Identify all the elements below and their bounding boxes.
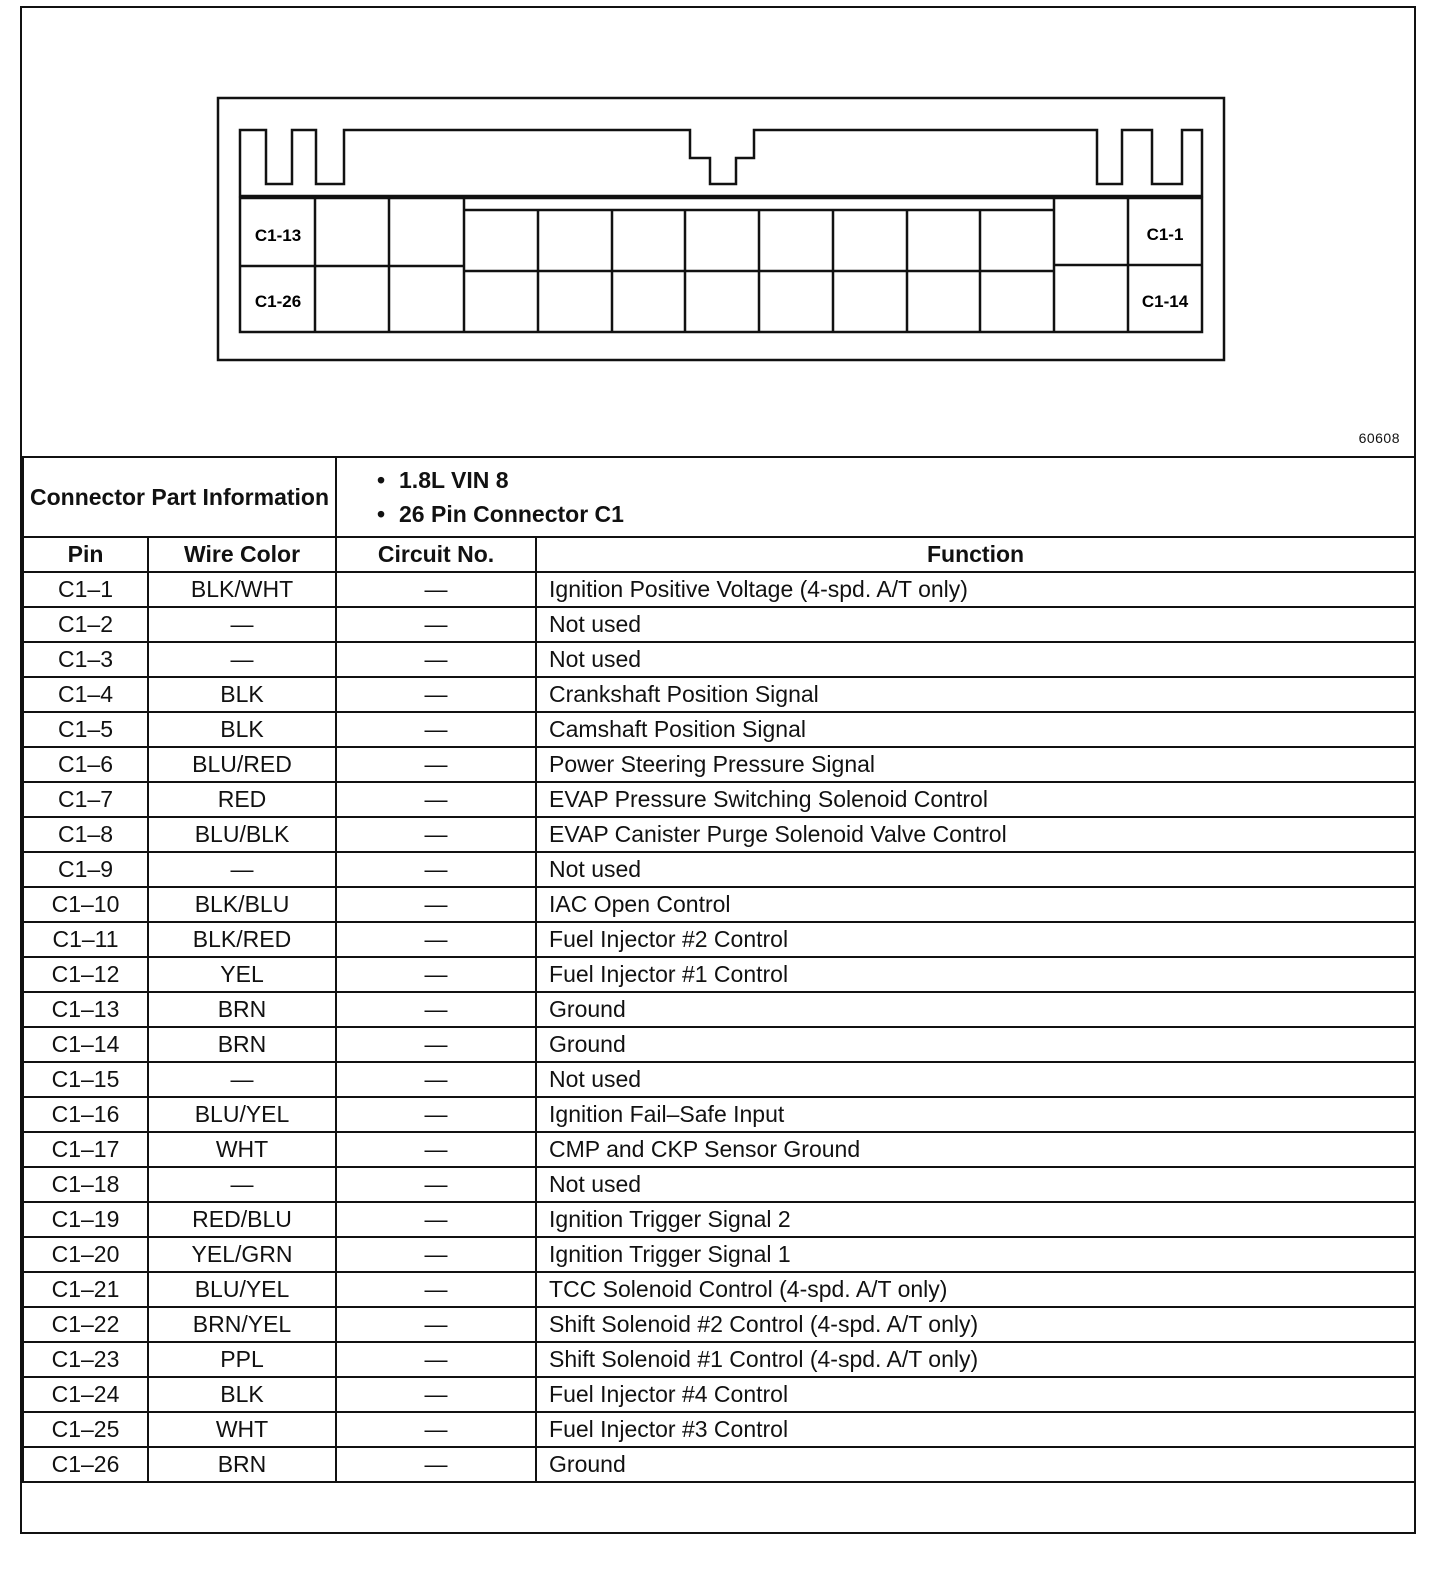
pin-cell: C1–19 [23,1202,148,1237]
table-row [23,1097,1415,1132]
wire-color-cell: BLU/YEL [148,1097,336,1132]
circuit-no-cell: — [336,887,536,922]
connector-drawing-area [22,8,1414,456]
pin-cell: C1–23 [23,1342,148,1377]
bullet-icon: • [377,467,386,493]
label-pin-c1-1: C1-1 [1146,225,1184,244]
function-cell: Ignition Positive Voltage (4-spd. A/T only) [536,572,1415,607]
table-row [23,1307,1415,1342]
wire-color-cell: RED/BLU [148,1202,336,1237]
wire-color-cell: BLK/BLU [148,887,336,922]
wire-color-cell: — [148,642,336,677]
function-cell: TCC Solenoid Control (4-spd. A/T only) [536,1272,1415,1307]
circuit-no-cell: — [336,747,536,782]
circuit-no-cell: — [336,1307,536,1342]
table-row [23,607,1415,642]
wire-color-cell: — [148,1167,336,1202]
pin-cell: C1–22 [23,1307,148,1342]
header-function: Function [536,537,1415,572]
wire-color-cell: BLK [148,1377,336,1412]
bullet-icon: • [377,501,386,527]
pin-cell: C1–18 [23,1167,148,1202]
circuit-no-cell: — [336,1342,536,1377]
pin-cell: C1–4 [23,677,148,712]
connector-info-item [377,463,1414,497]
pin-cell: C1–13 [23,992,148,1027]
pin-cell: C1–14 [23,1027,148,1062]
wire-color-cell: YEL/GRN [148,1237,336,1272]
table-row [23,642,1415,677]
circuit-no-cell: — [336,992,536,1027]
function-cell: Ignition Trigger Signal 2 [536,1202,1415,1237]
table-row [23,852,1415,887]
wire-color-cell: — [148,607,336,642]
pin-cell: C1–17 [23,1132,148,1167]
connector-face-diagram [22,8,1414,456]
circuit-no-cell: — [336,607,536,642]
table-row [23,887,1415,922]
pin-cell: C1–16 [23,1097,148,1132]
connector-info-list [336,457,1415,537]
table-row [23,1132,1415,1167]
table-row [23,1412,1415,1447]
function-cell: EVAP Pressure Switching Solenoid Control [536,782,1415,817]
wire-color-cell: BRN [148,992,336,1027]
function-cell: Ignition Fail–Safe Input [536,1097,1415,1132]
pin-cell: C1–1 [23,572,148,607]
circuit-no-cell: — [336,782,536,817]
connector-info-text: 1.8L VIN 8 [399,467,509,493]
wire-color-cell: BRN [148,1447,336,1482]
wire-color-cell: BLK [148,712,336,747]
wire-color-cell: PPL [148,1342,336,1377]
label-pin-c1-26: C1-26 [254,292,302,311]
wire-color-cell: BRN/YEL [148,1307,336,1342]
table-row [23,957,1415,992]
connector-info-row [23,457,1415,537]
pin-cell: C1–10 [23,887,148,922]
circuit-no-cell: — [336,1237,536,1272]
wire-color-cell: — [148,1062,336,1097]
table-row [23,1377,1415,1412]
circuit-no-cell: — [336,1027,536,1062]
table-row [23,1447,1415,1482]
circuit-no-cell: — [336,957,536,992]
table-row [23,817,1415,852]
table-row [23,712,1415,747]
function-cell: Not used [536,1167,1415,1202]
circuit-no-cell: — [336,1202,536,1237]
wire-color-cell: BLU/BLK [148,817,336,852]
circuit-no-cell: — [336,1272,536,1307]
function-cell: Fuel Injector #4 Control [536,1377,1415,1412]
circuit-no-cell: — [336,817,536,852]
pin-cavity-grid [240,198,1202,332]
pin-cell: C1–24 [23,1377,148,1412]
wire-color-cell: RED [148,782,336,817]
wire-color-cell: WHT [148,1412,336,1447]
wire-color-cell: BLK/RED [148,922,336,957]
table-row [23,677,1415,712]
function-cell: CMP and CKP Sensor Ground [536,1132,1415,1167]
table-row [23,1342,1415,1377]
circuit-no-cell: — [336,922,536,957]
document-sheet [20,6,1416,1534]
figure-id: 60608 [1358,430,1400,446]
pin-cell: C1–2 [23,607,148,642]
connector-key-profile [240,130,1202,196]
function-cell: Not used [536,607,1415,642]
header-circuit-no: Circuit No. [336,537,536,572]
table-row [23,572,1415,607]
wire-color-cell: BLU/YEL [148,1272,336,1307]
function-cell: Ground [536,992,1415,1027]
pin-cell: C1–12 [23,957,148,992]
function-cell: Crankshaft Position Signal [536,677,1415,712]
pin-cell: C1–6 [23,747,148,782]
function-cell: Ignition Trigger Signal 1 [536,1237,1415,1272]
connector-info-label: Connector Part Information [23,457,336,537]
pin-cell: C1–26 [23,1447,148,1482]
circuit-no-cell: — [336,1062,536,1097]
circuit-no-cell: — [336,1447,536,1482]
table-row [23,1237,1415,1272]
function-cell: Fuel Injector #3 Control [536,1412,1415,1447]
function-cell: Fuel Injector #2 Control [536,922,1415,957]
table-row [23,1027,1415,1062]
circuit-no-cell: — [336,712,536,747]
table-row [23,1272,1415,1307]
header-pin: Pin [23,537,148,572]
function-cell: Fuel Injector #1 Control [536,957,1415,992]
circuit-no-cell: — [336,642,536,677]
pin-cell: C1–5 [23,712,148,747]
function-cell: Ground [536,1447,1415,1482]
function-cell: Camshaft Position Signal [536,712,1415,747]
table-header-row [23,537,1415,572]
function-cell: Not used [536,642,1415,677]
header-wire-color: Wire Color [148,537,336,572]
function-cell: Shift Solenoid #1 Control (4-spd. A/T only) [536,1342,1415,1377]
table-row [23,1167,1415,1202]
pin-cell: C1–9 [23,852,148,887]
table-row [23,922,1415,957]
wire-color-cell: WHT [148,1132,336,1167]
pin-cell: C1–8 [23,817,148,852]
circuit-no-cell: — [336,1097,536,1132]
wire-color-cell: BLK [148,677,336,712]
function-cell: Shift Solenoid #2 Control (4-spd. A/T only) [536,1307,1415,1342]
connector-info-item [377,497,1414,531]
table-row [23,782,1415,817]
pin-cell: C1–11 [23,922,148,957]
table-row [23,1062,1415,1097]
label-pin-c1-13: C1-13 [254,226,302,245]
circuit-no-cell: — [336,677,536,712]
circuit-no-cell: — [336,1132,536,1167]
wire-color-cell: BRN [148,1027,336,1062]
wire-color-cell: — [148,852,336,887]
wire-color-cell: BLK/WHT [148,572,336,607]
pin-cell: C1–7 [23,782,148,817]
function-cell: Power Steering Pressure Signal [536,747,1415,782]
pin-cell: C1–3 [23,642,148,677]
pin-cell: C1–15 [23,1062,148,1097]
function-cell: Ground [536,1027,1415,1062]
connector-info-text: 26 Pin Connector C1 [399,501,624,527]
circuit-no-cell: — [336,1167,536,1202]
circuit-no-cell: — [336,1412,536,1447]
table-row [23,992,1415,1027]
function-cell: EVAP Canister Purge Solenoid Valve Control [536,817,1415,852]
pin-cell: C1–21 [23,1272,148,1307]
function-cell: Not used [536,852,1415,887]
pin-cell: C1–20 [23,1237,148,1272]
pin-cell: C1–25 [23,1412,148,1447]
wire-color-cell: BLU/RED [148,747,336,782]
connector-pinout-table [22,456,1416,1483]
circuit-no-cell: — [336,852,536,887]
function-cell: IAC Open Control [536,887,1415,922]
table-row [23,1202,1415,1237]
table-row [23,747,1415,782]
circuit-no-cell: — [336,1377,536,1412]
wire-color-cell: YEL [148,957,336,992]
connector-housing-outline [218,98,1224,360]
label-pin-c1-14: C1-14 [1141,292,1189,311]
function-cell: Not used [536,1062,1415,1097]
circuit-no-cell: — [336,572,536,607]
